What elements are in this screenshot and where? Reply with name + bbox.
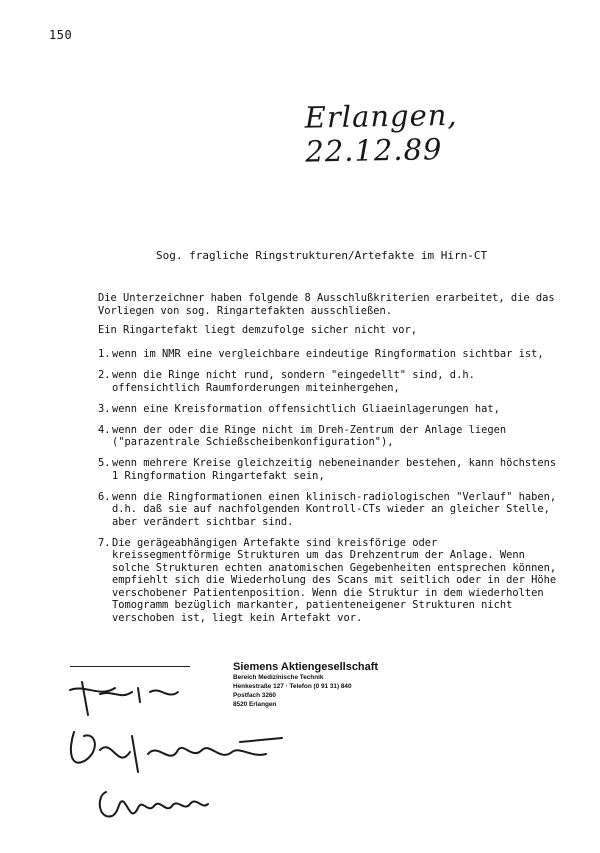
lead-sentence: Ein Ringartefakt liegt demzufolge sicher nicht vor, (98, 324, 418, 336)
handwritten-date: Erlangen, 22.12.89 (304, 97, 458, 169)
criterion-item (98, 491, 560, 529)
handwritten-signature-2 (71, 732, 282, 772)
intro-paragraph: Die Unterzeichner haben folgende 8 Ausschlußkriterien erarbeitet, die das Vorliegen von sog. Ringartefakten ausschließen. (98, 292, 555, 317)
handwritten-signatures (60, 680, 320, 850)
company-division: Bereich Medizinische Technik (233, 674, 324, 681)
handwritten-signature-3 (100, 792, 208, 816)
document-title: Sog. fragliche Ringstrukturen/Artefakte im Hirn-CT (156, 249, 488, 262)
handwritten-signature-1 (70, 682, 178, 715)
criterion-number: 1. (98, 348, 111, 360)
criterion-text: wenn im NMR eine vergleichbare eindeutige Ringformation sichtbar ist, (112, 348, 544, 360)
criterion-text: wenn eine Kreisformation offensichtlich Gliaeinlagerungen hat, (112, 402, 500, 415)
criterion-number: 2. (98, 369, 111, 381)
page-number: 150 (49, 28, 73, 42)
criterion-number: 4. (98, 423, 111, 436)
criterion-number: 6. (98, 490, 111, 503)
criterion-item (98, 403, 560, 416)
criterion-item (98, 457, 560, 482)
criterion-text: wenn mehrere Kreise gleichzeitig nebeneinander bestehen, kann höchstens 1 Ringformation Ringartefakt sein, (112, 457, 557, 482)
company-name: Siemens Aktiengesellschaft (233, 661, 379, 673)
signature-line (70, 666, 190, 667)
criterion-number: 3. (98, 402, 111, 415)
criterion-number: 7. (98, 536, 111, 549)
criterion-item (98, 369, 560, 394)
company-address: Henkestraße 127 · Telefon (0 91 31) 840 (233, 683, 352, 690)
criterion-item (98, 348, 560, 361)
criteria-list (98, 348, 560, 633)
criterion-text: Die gerägeabhängigen Artefakte sind kreisförige oder kreissegmentförmige Strukturen um das Drehzentrum der Anlage. Wenn solche Strukturen echten anatomischen Gegebenheiten entsprechen können, empfiehlt sich die Wiederholung des Scans mit seitlich oder in der Höhe verschobener Patientenposition. Wenn die Struktur in dem wiederholten Tomogramm bezüglich markanter, patienteneigener Strukturen nicht verschoben ist, liegt kein Artefakt vor. (112, 536, 557, 624)
company-postbox: Postfach 3260 (233, 692, 276, 699)
criterion-item (98, 537, 560, 625)
criterion-text: wenn die Ringe nicht rund, sondern "eingedellt" sind, d.h. offensichtlich Raumforderungen miteinhergehen, (112, 369, 475, 394)
criterion-number: 5. (98, 457, 111, 469)
criterion-text: wenn die Ringformationen einen klinisch-radiologischen "Verlauf" haben, d.h. daß sie auf nachfolgenden Kontroll-CTs wieder an gleicher Stelle, aber verändert sichtbar sind. (112, 490, 557, 528)
company-city: 8520 Erlangen (233, 701, 277, 708)
criterion-text: wenn der oder die Ringe nicht im Dreh-Zentrum der Anlage liegen ("parazentrale Schießscheibenkonfiguration"), (112, 423, 507, 448)
criterion-item (98, 424, 560, 449)
